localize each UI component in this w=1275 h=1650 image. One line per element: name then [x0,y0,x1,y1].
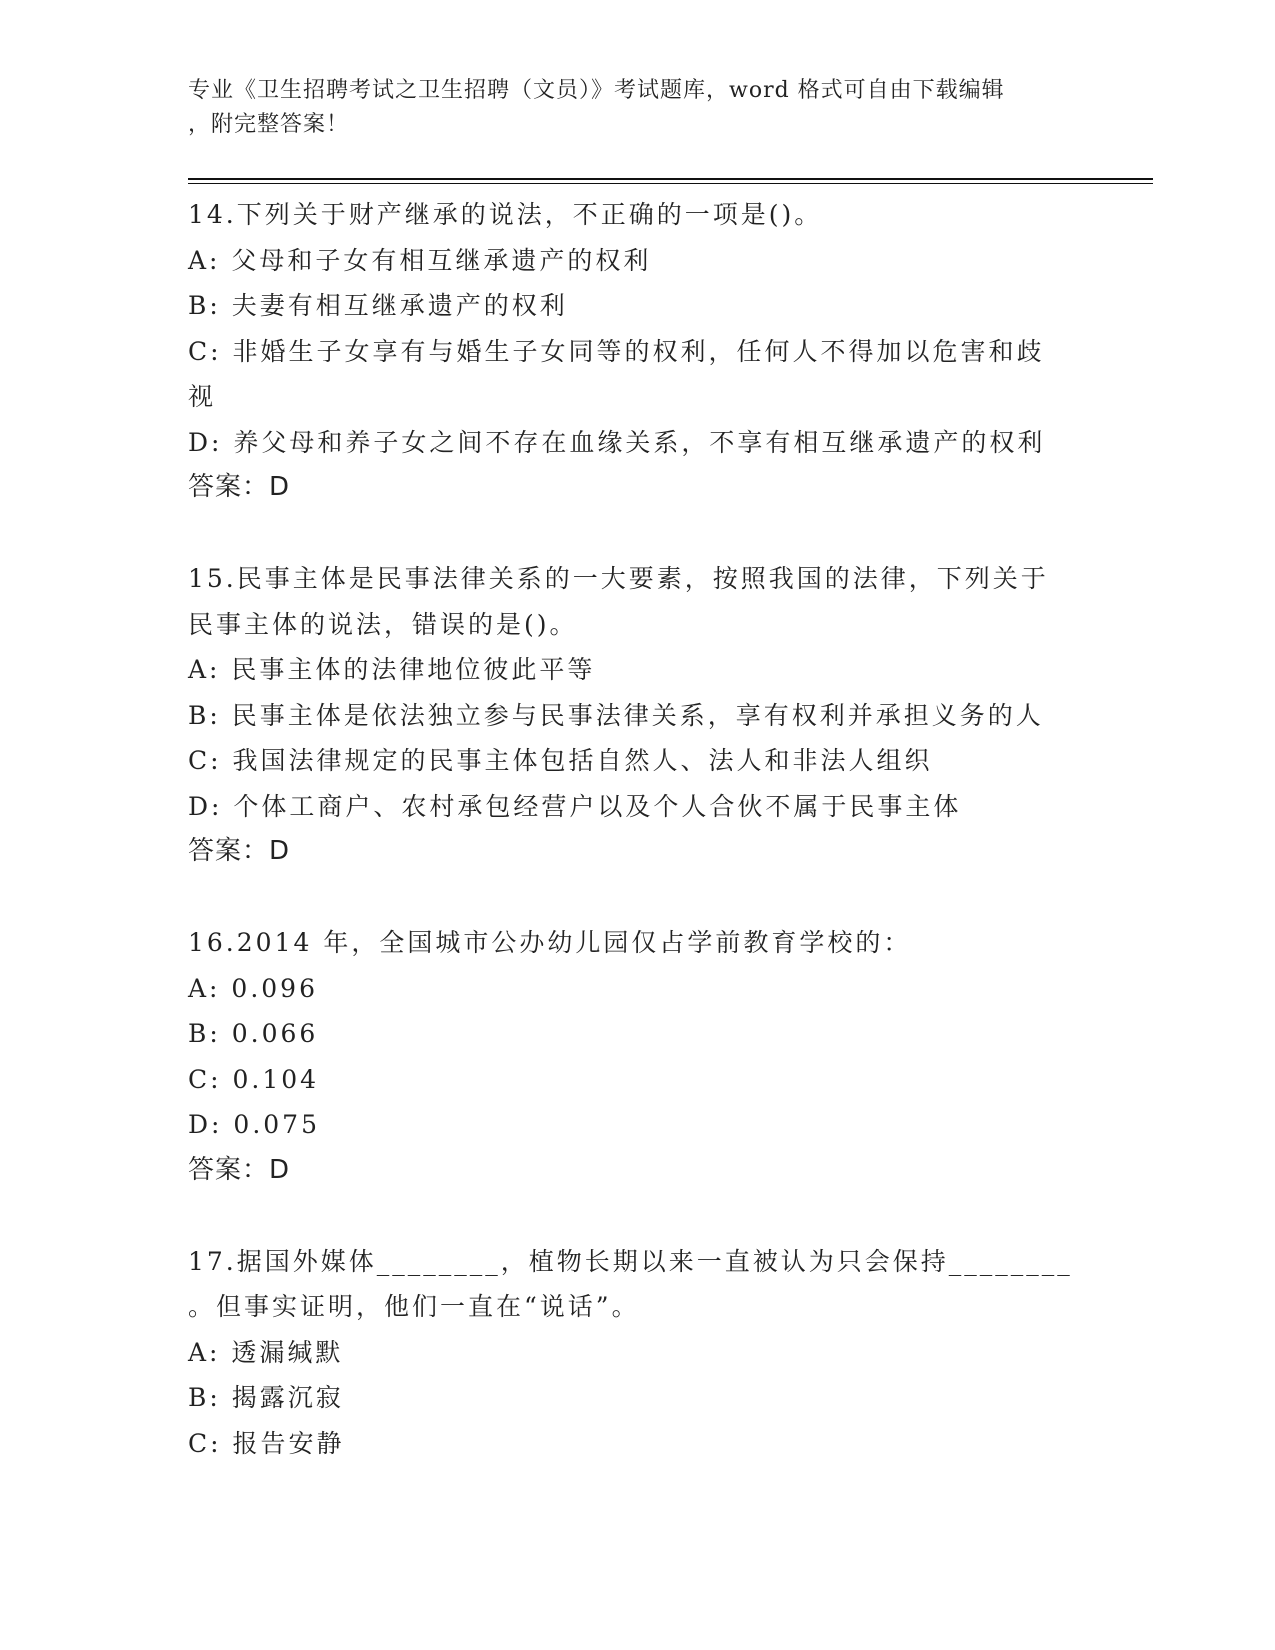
option-b: B: 民事主体是依法独立参与民事法律关系，享有权利并承担义务的人 [188,700,1044,730]
header-rule-thick [188,178,1153,180]
option-c: C: 报告安静 [188,1428,345,1458]
option-d: D: 养父母和养子女之间不存在血缘关系，不享有相互继承遗产的权利 [188,427,1046,457]
option-a: A: 透漏缄默 [188,1337,344,1367]
question-block [188,920,1073,1193]
option-b: B: 0.066 [188,1019,319,1048]
option-b: B: 揭露沉寂 [188,1383,344,1412]
option-d: D: 个体工商户、农村承包经营户以及个人合伙不属于民事主体 [188,791,962,821]
question-stem: 17.据国外媒体________，植物长期以来一直被认为只会保持________ [188,1246,1073,1276]
option-a: A: 民事主体的法律地位彼此平等 [188,655,596,684]
option-a: A: 父母和子女有相互继承遗产的权利 [188,245,652,275]
option-d: D: 0.075 [188,1110,320,1139]
question-block [188,1239,1073,1467]
header-line-2: ，附完整答案！ [188,112,350,137]
option-c: C: 我国法律规定的民事主体包括自然人、法人和非法人组织 [188,746,933,775]
header-rule-thin [188,183,1153,184]
question-list [188,192,1073,1512]
question-stem: 14.下列关于财产继承的说法，不正确的一项是()。 [188,200,823,229]
question-stem: 民事主体的说法，错误的是()。 [188,609,578,639]
question-block [188,556,1073,875]
question-stem: 15.民事主体是民事法律关系的一大要素，按照我国的法律，下列关于 [188,564,1049,593]
option-c: 视 [188,382,217,411]
option-c: C: 0.104 [188,1064,320,1094]
question-block [188,192,1073,511]
header-line-1: 专业《卫生招聘考试之卫生招聘（文员）》考试题库，word 格式可自由下载编辑 [188,78,1005,103]
answer-text: 答案：D [188,472,291,502]
option-a: A: 0.096 [188,973,318,1003]
question-stem: 。但事实证明，他们一直在“说话”。 [188,1292,640,1321]
option-b: B: 夫妻有相互继承遗产的权利 [188,291,568,320]
question-stem: 16.2014 年，全国城市公办幼儿园仅占学前教育学校的： [188,928,912,957]
answer-text: 答案：D [188,1154,291,1185]
document-header [188,74,1068,142]
option-c: C: 非婚生子女享有与婚生子女同等的权利，任何人不得加以危害和歧 [188,336,1045,366]
answer-text: 答案：D [188,836,291,866]
